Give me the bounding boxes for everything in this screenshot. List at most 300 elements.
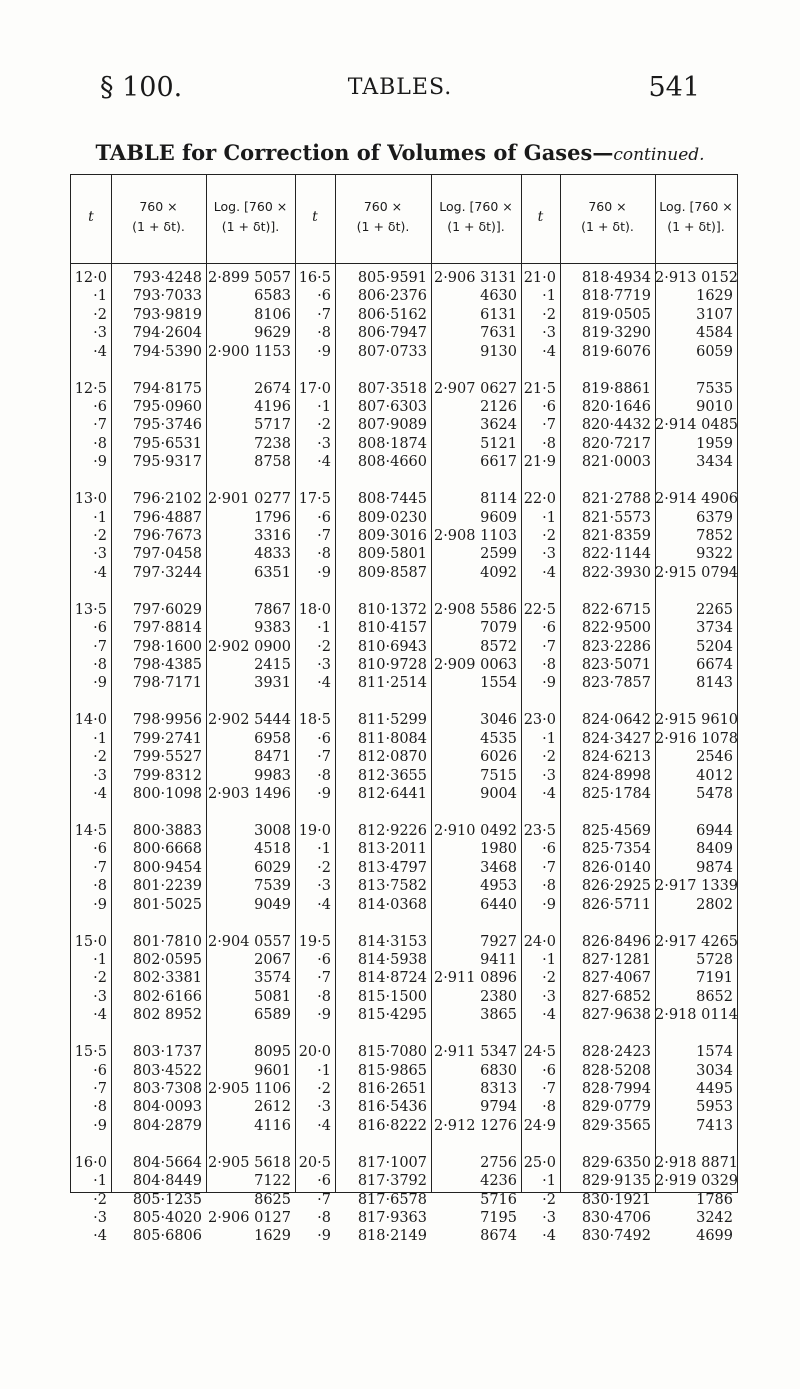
- table-cell: ·8: [542, 657, 556, 673]
- table-cell: ·1: [542, 952, 556, 968]
- table-cell: 6029: [254, 859, 291, 876]
- table-cell: 814·3153: [357, 933, 427, 950]
- table-cell: 9601: [254, 1062, 291, 1079]
- table-cell: 2·900 1153: [207, 343, 291, 360]
- table-cell: 2·917 4265: [655, 933, 739, 950]
- table-cell: ·3: [542, 1210, 556, 1226]
- table-cell: 4630: [480, 288, 517, 305]
- table-cell: ·9: [542, 675, 556, 692]
- table-row: [71, 1173, 737, 1190]
- table-cell: 9794: [480, 1099, 517, 1116]
- table-cell: 799·2741: [132, 730, 202, 747]
- table-cell: 9383: [254, 620, 291, 637]
- table-cell: ·7: [542, 859, 556, 876]
- table-cell: ·2: [317, 417, 331, 434]
- table-cell: ·6: [317, 1173, 331, 1190]
- table-cell: 2·914 0485: [655, 417, 739, 434]
- table-cell: 2·904 0557: [207, 933, 291, 950]
- table-cell: 8572: [480, 638, 517, 655]
- table-cell: ·7: [542, 638, 556, 655]
- table-cell: 819·6076: [581, 343, 651, 360]
- table-cell: 9629: [254, 325, 291, 342]
- table-cell: 23·5: [523, 823, 556, 839]
- table-cell: 826·5711: [581, 896, 651, 913]
- table-cell: 829·3565: [581, 1117, 651, 1134]
- table-cell: 22·5: [523, 601, 556, 618]
- table-cell: 2·910 0492: [433, 823, 517, 839]
- table-cell: 812·9226: [357, 823, 427, 839]
- table-cell: 8106: [254, 306, 291, 323]
- table-cell: 797·0458: [132, 546, 202, 563]
- table-cell: ·2: [93, 306, 107, 323]
- table-cell: 818·2149: [357, 1228, 427, 1245]
- table-cell: 2·912 1276: [433, 1117, 517, 1134]
- table-cell: 2612: [254, 1099, 291, 1116]
- table-cell: ·4: [93, 564, 107, 581]
- table-cell: ·6: [93, 399, 107, 415]
- table-row: [71, 1044, 737, 1061]
- table-cell: ·1: [93, 730, 107, 747]
- table-cell: 7515: [480, 767, 517, 784]
- table-cell: ·4: [317, 454, 331, 471]
- table-cell: 8652: [696, 988, 733, 1005]
- table-cell: 801·7810: [132, 933, 202, 950]
- table-cell: 800·9454: [132, 859, 202, 876]
- table-cell: 7631: [480, 325, 517, 342]
- table-cell: ·4: [93, 343, 107, 360]
- table-cell: 18·5: [298, 712, 331, 729]
- table-cell: 3316: [254, 528, 291, 544]
- table-cell: 4236: [480, 1173, 517, 1190]
- table-cell: 19·0: [298, 823, 331, 839]
- table-cell: 821·8359: [581, 528, 651, 544]
- table-cell: 8471: [254, 749, 291, 766]
- table-cell: 3468: [480, 859, 517, 876]
- table-cell: 811·8084: [357, 730, 427, 747]
- table-cell: 795·0960: [132, 399, 202, 415]
- table-cell: 2·905 1106: [207, 1081, 291, 1097]
- table-cell: 3865: [480, 1007, 517, 1024]
- table-row: [71, 731, 737, 748]
- table-cell: 798·9956: [132, 712, 202, 729]
- table-cell: 811·5299: [357, 712, 427, 729]
- table-row: [71, 1155, 737, 1172]
- table-cell: 2802: [696, 896, 733, 913]
- table-cell: 8409: [696, 841, 733, 858]
- table-cell: 800·3883: [132, 823, 202, 839]
- table-row: [71, 934, 737, 951]
- column-header: [655, 187, 737, 247]
- table-cell: ·1: [317, 1062, 331, 1079]
- table-cell: 6440: [480, 896, 517, 913]
- table-cell: 21·5: [523, 380, 556, 397]
- table-cell: 2·918 8871: [655, 1154, 739, 1171]
- table-cell: ·3: [93, 1210, 107, 1226]
- table-title-main: TABLE for Correction of Volumes of Gases—: [95, 140, 614, 165]
- table-cell: 19·5: [298, 933, 331, 950]
- table-cell: 9411: [480, 952, 517, 968]
- table-cell: 6026: [480, 749, 517, 766]
- table-cell: 20·0: [298, 1044, 331, 1061]
- header-rule: [71, 263, 737, 264]
- table-cell: 23·0: [523, 712, 556, 729]
- table-cell: 830·7492: [581, 1228, 651, 1245]
- table-cell: 807·0733: [357, 343, 427, 360]
- table-cell: 2546: [696, 749, 733, 766]
- table-cell: ·9: [317, 786, 331, 802]
- table-cell: 6944: [696, 823, 733, 839]
- table-cell: 9004: [480, 786, 517, 802]
- table-cell: 808·7445: [357, 491, 427, 508]
- table-cell: 12·5: [74, 380, 107, 397]
- table-cell: 7852: [696, 528, 733, 544]
- table-cell: 17·5: [298, 491, 331, 508]
- table-cell: ·6: [317, 509, 331, 526]
- table-cell: 14·5: [74, 823, 107, 839]
- table-row: [71, 712, 737, 729]
- table-cell: ·2: [93, 528, 107, 544]
- table-cell: 807·3518: [357, 380, 427, 397]
- table-cell: 819·0505: [581, 306, 651, 323]
- table-cell: 807·9089: [357, 417, 427, 434]
- table-cell: ·1: [93, 952, 107, 968]
- table-cell: 810·6943: [357, 638, 427, 655]
- table-row: [71, 639, 737, 656]
- table-cell: 25·0: [523, 1154, 556, 1171]
- table-cell: 796·2102: [132, 491, 202, 508]
- table-cell: 2067: [254, 952, 291, 968]
- table-row: [71, 546, 737, 563]
- table-cell: 2126: [480, 399, 517, 415]
- table-cell: 816·5436: [357, 1099, 427, 1116]
- table-cell: ·8: [542, 435, 556, 452]
- table-cell: 3046: [480, 712, 517, 729]
- table-cell: 810·1372: [357, 601, 427, 618]
- table-cell: ·3: [93, 767, 107, 784]
- table-cell: 824·6213: [581, 749, 651, 766]
- table-cell: 2265: [696, 601, 733, 618]
- table-cell: ·6: [317, 288, 331, 305]
- table-cell: 3107: [696, 306, 733, 323]
- table-cell: 6830: [480, 1062, 517, 1079]
- table-cell: 5081: [254, 988, 291, 1005]
- table-row: [71, 878, 737, 895]
- table-cell: ·2: [93, 1191, 107, 1208]
- table-cell: ·2: [542, 970, 556, 987]
- column-header: [206, 187, 295, 247]
- table-cell: 830·4706: [581, 1210, 651, 1226]
- table-cell: 821·5573: [581, 509, 651, 526]
- table-cell: 6674: [696, 657, 733, 673]
- table-cell: 821·2788: [581, 491, 651, 508]
- table-cell: ·6: [93, 620, 107, 637]
- table-cell: 825·4569: [581, 823, 651, 839]
- table-cell: ·6: [93, 1062, 107, 1079]
- table-cell: 814·8724: [357, 970, 427, 987]
- table-cell: 2·905 5618: [207, 1154, 291, 1171]
- table-cell: ·9: [542, 896, 556, 913]
- table-cell: 812·3655: [357, 767, 427, 784]
- table-cell: 815·9865: [357, 1062, 427, 1079]
- table-cell: ·4: [93, 786, 107, 802]
- table-cell: 9010: [696, 399, 733, 415]
- table-cell: ·1: [93, 288, 107, 305]
- table-cell: 817·6578: [357, 1191, 427, 1208]
- table-cell: 816·8222: [357, 1117, 427, 1134]
- column-header-line: Log. [760 ×: [439, 199, 513, 214]
- table-cell: ·7: [317, 749, 331, 766]
- table-cell: 815·4295: [357, 1007, 427, 1024]
- table-cell: 6589: [254, 1007, 291, 1024]
- table-cell: ·1: [542, 730, 556, 747]
- table-cell: 808·4660: [357, 454, 427, 471]
- table-cell: 824·0642: [581, 712, 651, 729]
- table-cell: 5728: [696, 952, 733, 968]
- table-cell: 798·1600: [132, 638, 202, 655]
- table-cell: 7195: [480, 1210, 517, 1226]
- table-cell: ·2: [317, 638, 331, 655]
- table-cell: 6583: [254, 288, 291, 305]
- table-cell: 809·5801: [357, 546, 427, 563]
- table-row: [71, 657, 737, 674]
- table-cell: ·8: [542, 1099, 556, 1116]
- table-cell: 820·7217: [581, 435, 651, 452]
- table-cell: ·7: [317, 528, 331, 544]
- table-cell: 24·5: [523, 1044, 556, 1061]
- table-cell: 8758: [254, 454, 291, 471]
- table-cell: 805·4020: [132, 1210, 202, 1226]
- table-cell: 815·1500: [357, 988, 427, 1005]
- table-cell: 4012: [696, 767, 733, 784]
- table-cell: ·4: [317, 1117, 331, 1134]
- table-cell: ·4: [542, 1007, 556, 1024]
- table-row: [71, 307, 737, 324]
- table-cell: 2·899 5057: [207, 270, 291, 286]
- table-cell: 3034: [696, 1062, 733, 1079]
- table-cell: 805·1235: [132, 1191, 202, 1208]
- table-cell: 1959: [696, 435, 733, 452]
- table-cell: 6351: [254, 564, 291, 581]
- table-cell: 8114: [480, 491, 517, 508]
- table-cell: 2·907 0627: [433, 380, 517, 397]
- table-cell: 5717: [254, 417, 291, 434]
- table-cell: ·8: [93, 878, 107, 895]
- table-cell: 823·5071: [581, 657, 651, 673]
- table-cell: 817·1007: [357, 1154, 427, 1171]
- table-cell: ·4: [542, 1228, 556, 1245]
- table-cell: ·8: [317, 1210, 331, 1226]
- table-row: [71, 270, 737, 287]
- table-cell: 795·9317: [132, 454, 202, 471]
- table-cell: 800·1098: [132, 786, 202, 802]
- table-cell: ·3: [93, 988, 107, 1005]
- table-cell: 21·0: [523, 270, 556, 286]
- table-cell: ·9: [317, 343, 331, 360]
- table-cell: 17·0: [298, 380, 331, 397]
- table-cell: ·1: [317, 620, 331, 637]
- table-cell: ·8: [93, 657, 107, 673]
- table-cell: 802·0595: [132, 952, 202, 968]
- table-cell: 818·7719: [581, 288, 651, 305]
- table-cell: 803·1737: [132, 1044, 202, 1061]
- table-cell: 4196: [254, 399, 291, 415]
- table-cell: 795·6531: [132, 435, 202, 452]
- table-cell: ·6: [542, 1062, 556, 1079]
- column-header: [71, 187, 111, 247]
- table-cell: ·2: [542, 749, 556, 766]
- table-cell: 6131: [480, 306, 517, 323]
- table-cell: 1786: [696, 1191, 733, 1208]
- table-cell: ·3: [542, 988, 556, 1005]
- table-row: [71, 602, 737, 619]
- table-cell: ·8: [542, 878, 556, 895]
- table-row: [71, 1099, 737, 1116]
- table-cell: ·3: [317, 435, 331, 452]
- table-cell: ·2: [542, 306, 556, 323]
- table-cell: ·3: [542, 767, 556, 784]
- table-cell: ·9: [93, 454, 107, 471]
- table-row: [71, 528, 737, 545]
- table-cell: 828·5208: [581, 1062, 651, 1079]
- table-row: [71, 436, 737, 453]
- table-cell: 795·3746: [132, 417, 202, 434]
- table-cell: 798·7171: [132, 675, 202, 692]
- column-header: [521, 187, 560, 247]
- running-title: TABLES.: [347, 75, 453, 100]
- table-cell: 809·3016: [357, 528, 427, 544]
- page-header: [100, 72, 700, 112]
- table-cell: 15·5: [74, 1044, 107, 1061]
- table-cell: 797·6029: [132, 601, 202, 618]
- table-cell: ·9: [317, 1007, 331, 1024]
- table-cell: 818·4934: [581, 270, 651, 286]
- table-cell: 8674: [480, 1228, 517, 1245]
- table-cell: 4584: [696, 325, 733, 342]
- table-row: [71, 454, 737, 471]
- table-cell: ·1: [317, 841, 331, 858]
- table-cell: 9874: [696, 859, 733, 876]
- table-cell: 804·0093: [132, 1099, 202, 1116]
- table-cell: 24·9: [523, 1117, 556, 1134]
- table-cell: ·9: [317, 1228, 331, 1245]
- table-cell: 15·0: [74, 933, 107, 950]
- table-cell: 2380: [480, 988, 517, 1005]
- table-cell: 829·6350: [581, 1154, 651, 1171]
- table-cell: 9322: [696, 546, 733, 563]
- table-cell: 824·8998: [581, 767, 651, 784]
- table-cell: 824·3427: [581, 730, 651, 747]
- table-cell: 809·8587: [357, 564, 427, 581]
- table-cell: 800·6668: [132, 841, 202, 858]
- page-number: 541: [648, 72, 700, 103]
- table-cell: 2·911 0896: [433, 970, 517, 987]
- table-cell: 820·4432: [581, 417, 651, 434]
- table-cell: 797·8814: [132, 620, 202, 637]
- table-cell: 797·3244: [132, 564, 202, 581]
- table-row: [71, 510, 737, 527]
- table-cell: ·4: [93, 1007, 107, 1024]
- table-cell: ·7: [542, 417, 556, 434]
- table-cell: 801·5025: [132, 896, 202, 913]
- table-cell: 808·1874: [357, 435, 427, 452]
- table-cell: 806·7947: [357, 325, 427, 342]
- table-cell: 2·916 1078: [655, 730, 739, 747]
- table-cell: 4535: [480, 730, 517, 747]
- table-cell: 2·902 0900: [207, 638, 291, 655]
- table-cell: 802·6166: [132, 988, 202, 1005]
- table-cell: 817·3792: [357, 1173, 427, 1190]
- table-cell: 7539: [254, 878, 291, 895]
- table-cell: 5716: [480, 1191, 517, 1208]
- table-cell: 4953: [480, 878, 517, 895]
- column-header: [431, 187, 521, 247]
- table-cell: 823·7857: [581, 675, 651, 692]
- table-cell: ·8: [317, 325, 331, 342]
- table-cell: 822·9500: [581, 620, 651, 637]
- table-cell: ·2: [542, 1191, 556, 1208]
- table-cell: 2·902 5444: [207, 712, 291, 729]
- table-cell: 2756: [480, 1154, 517, 1171]
- table-row: [71, 860, 737, 877]
- table-cell: ·1: [542, 288, 556, 305]
- table-cell: 819·8861: [581, 380, 651, 397]
- table-title: [0, 140, 800, 165]
- table-cell: 823·2286: [581, 638, 651, 655]
- column-header-line: 760 ×: [588, 199, 627, 214]
- table-row: [71, 417, 737, 434]
- table-row: [71, 344, 737, 361]
- table-cell: 813·7582: [357, 878, 427, 895]
- column-header-line: (1 + δt).: [581, 219, 634, 234]
- table-cell: 13·5: [74, 601, 107, 618]
- table-cell: 814·0368: [357, 896, 427, 913]
- table-cell: 2·903 1496: [207, 786, 291, 802]
- table-cell: 14·0: [74, 712, 107, 729]
- table-cell: ·3: [93, 546, 107, 563]
- table-row: [71, 381, 737, 398]
- table-cell: 6958: [254, 730, 291, 747]
- table-cell: 4092: [480, 564, 517, 581]
- table-row: [71, 1210, 737, 1227]
- table-cell: 827·6852: [581, 988, 651, 1005]
- column-header-line: (1 + δt).: [356, 219, 410, 234]
- table-cell: 1554: [480, 675, 517, 692]
- table-cell: 811·2514: [357, 675, 427, 692]
- table-cell: ·3: [317, 878, 331, 895]
- table-cell: 2674: [254, 380, 291, 397]
- table-cell: 814·5938: [357, 952, 427, 968]
- table-cell: 12·0: [74, 270, 107, 286]
- table-row: [71, 1228, 737, 1245]
- table-cell: 794·2604: [132, 325, 202, 342]
- table-cell: 7191: [696, 970, 733, 987]
- table-cell: 4518: [254, 841, 291, 858]
- table-cell: ·6: [93, 841, 107, 858]
- table-cell: 1629: [254, 1228, 291, 1245]
- table-cell: 825·1784: [581, 786, 651, 802]
- table-cell: 803·7308: [132, 1081, 202, 1097]
- table-cell: 3931: [254, 675, 291, 692]
- table-cell: ·6: [317, 952, 331, 968]
- table-cell: ·4: [317, 896, 331, 913]
- table-cell: 793·9819: [132, 306, 202, 323]
- column-header: [560, 187, 655, 247]
- table-cell: 820·1646: [581, 399, 651, 415]
- table-cell: ·7: [93, 859, 107, 876]
- table-cell: ·9: [93, 896, 107, 913]
- table-cell: ·9: [93, 1117, 107, 1134]
- table-cell: 2·919 0329: [655, 1173, 739, 1190]
